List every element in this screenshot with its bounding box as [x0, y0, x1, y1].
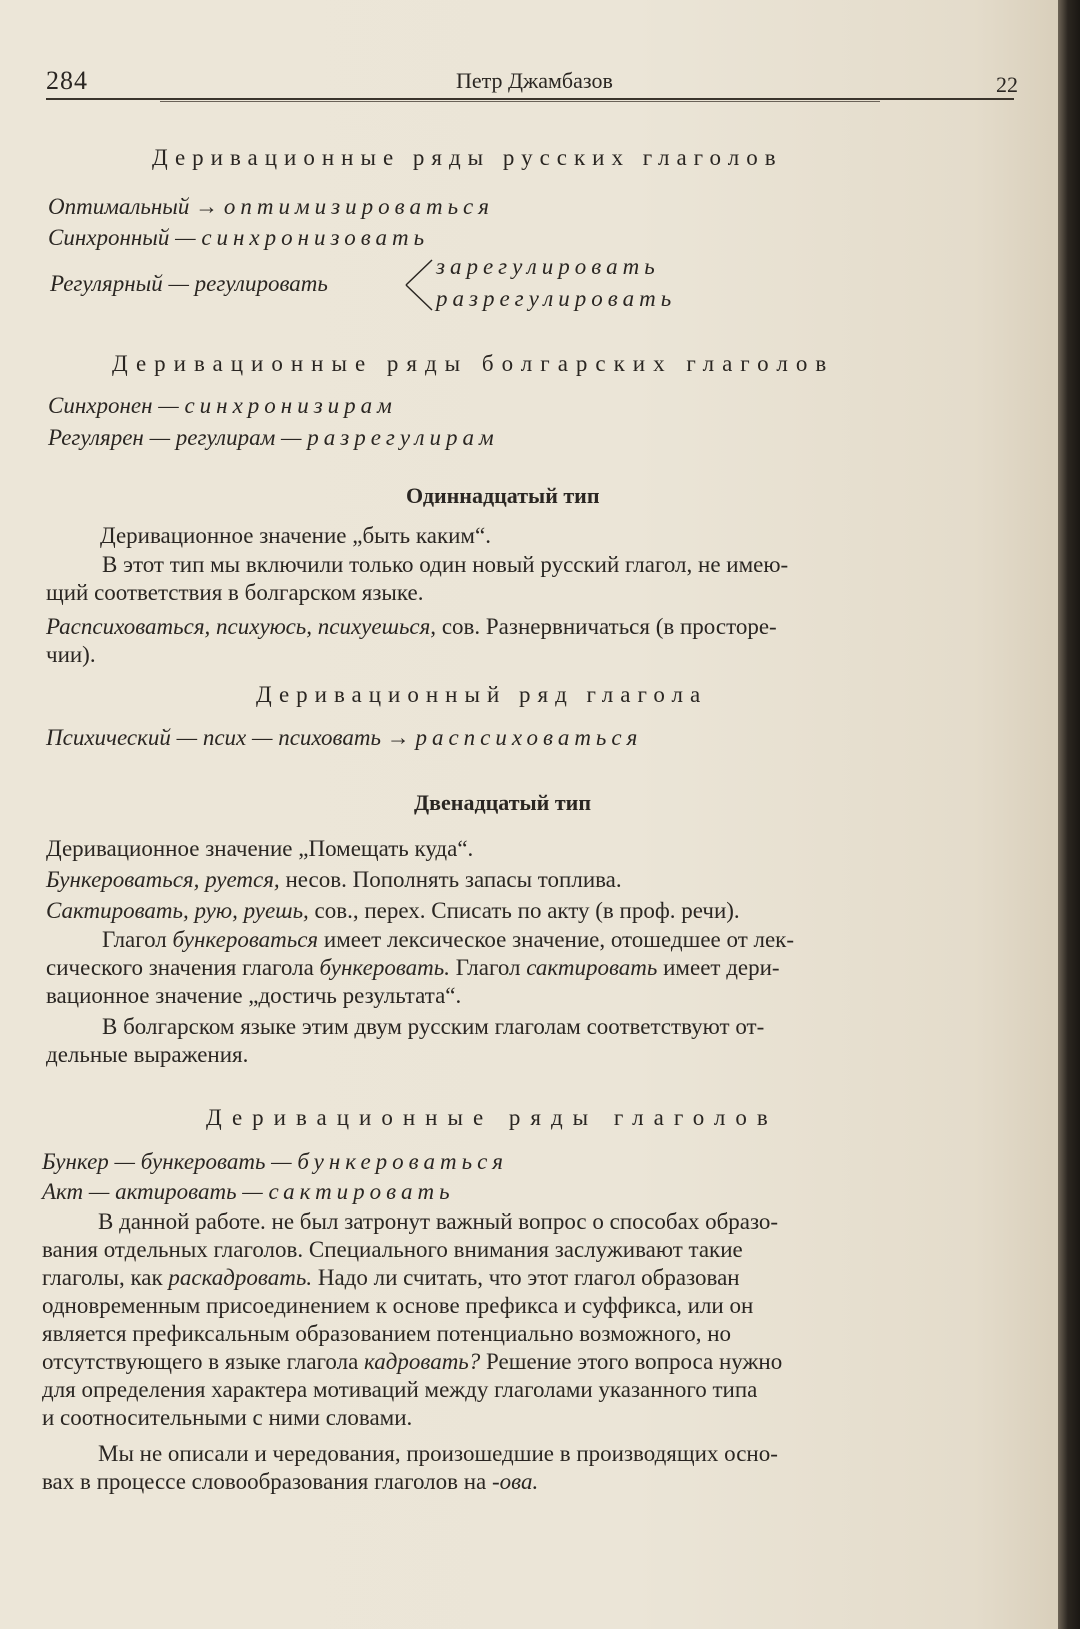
series-target: разрегулирам	[307, 425, 499, 450]
type12-paragraph-2	[46, 866, 622, 894]
text-run: вах в процессе словообразования глаголов на	[42, 1469, 493, 1494]
series-base: Психический — псих — психовать →	[46, 725, 416, 750]
series-base: Бункер — бункеровать —	[42, 1149, 298, 1174]
text-line: одновременным присоединением к основе префикса и суффикса, или он	[42, 1293, 754, 1318]
type11-paragraph-3	[46, 613, 1010, 669]
book-spine	[1058, 0, 1080, 1629]
type11-paragraph-2	[46, 551, 1010, 607]
term-italic: бункероваться	[172, 927, 319, 952]
text-run: несов. Пополнять запасы топлива.	[279, 867, 622, 892]
text-line: В этот тип мы включили только один новый русский глагол, не имею-	[102, 552, 789, 577]
type11-paragraph-1: Деривационное значение „быть каким“.	[100, 523, 491, 548]
type12-paragraph-5	[46, 1013, 1010, 1069]
text-line: является префиксальным образованием потенциально возможного, но	[42, 1321, 732, 1346]
text-line: вационное значение „достичь результата“.	[46, 983, 462, 1008]
type12-series-line-1	[42, 1148, 508, 1176]
text-line: дельные выражения.	[46, 1042, 249, 1067]
russian-series-heading: Деривационные ряды русских глаголов	[152, 145, 783, 170]
type11-series-line	[46, 724, 642, 752]
section-title-type-12: Двенадцатый тип	[414, 790, 592, 815]
type12-paragraph-3	[46, 897, 740, 925]
series-target: синхронизовать	[201, 225, 430, 250]
series-target: синхронизирам	[184, 393, 397, 418]
term-italic: бункеровать.	[319, 955, 450, 980]
closing-paragraph-2	[42, 1440, 1008, 1496]
series-base: Акт — актировать —	[42, 1179, 269, 1204]
branch-lines	[404, 256, 436, 314]
page-number-left: 284	[46, 66, 88, 95]
series-base: Регулярен — регулирам —	[48, 425, 308, 450]
text-line: В болгарском языке этим двум русским глаголам соответствуют от-	[102, 1014, 765, 1039]
bulgarian-series-heading: Деривационные ряды болгарских глаголов	[112, 351, 835, 376]
text-line: для определения характера мотиваций между глаголами указанного типа	[42, 1377, 758, 1402]
text-run: сов., перех. Списать по акту (в проф. речи).	[308, 898, 740, 923]
russian-series-line-1	[48, 193, 494, 221]
term-italic: -ова.	[492, 1469, 539, 1494]
type12-paragraph-4	[46, 926, 1010, 1010]
text-run: имеет дери-	[657, 955, 780, 980]
text-run: глаголы, как	[42, 1265, 169, 1290]
series-target: распсиховаться	[415, 725, 643, 750]
term-italic: сактировать	[526, 955, 658, 980]
text-run: сического значения глагола	[46, 955, 320, 980]
text-line: В данной работе. не был затронут важный вопрос о способах образо-	[98, 1209, 779, 1234]
running-header	[46, 62, 1018, 102]
russian-series-line-3	[50, 270, 328, 298]
branch-lower: разрегулировать	[436, 286, 677, 311]
type12-series-line-2	[42, 1178, 455, 1206]
text-line: вания отдельных глаголов. Специального внимания заслуживают такие	[42, 1237, 743, 1262]
text-run: Глагол	[102, 927, 173, 952]
russian-series-line-2	[48, 224, 429, 252]
section-title-type-11: Одиннадцатый тип	[406, 483, 600, 508]
text-run: имеет лексическое значение, отошедшее от лек-	[318, 927, 795, 952]
series-base: Оптимальный →	[48, 194, 224, 219]
closing-paragraph-1	[42, 1208, 1008, 1432]
series-target: бункероваться	[297, 1149, 508, 1174]
text-line: и соотносительными с ними словами.	[42, 1405, 413, 1430]
type12-series-heading: Деривационные ряды глаголов	[206, 1105, 778, 1130]
text-run: отсутствующего в языке глагола	[42, 1349, 365, 1374]
term-italic: Распсиховаться, психуюсь, психуешься,	[46, 614, 437, 639]
series-target: оптимизироваться	[223, 194, 494, 219]
term-italic: кадровать?	[364, 1349, 481, 1374]
text-run: сов. Разнервничаться (в просторе-	[436, 614, 777, 639]
term-italic: раскадровать.	[168, 1265, 313, 1290]
series-base: Синхронный —	[48, 225, 202, 250]
series-target: сактировать	[268, 1179, 455, 1204]
running-title: Петр Джамбазов	[456, 68, 613, 93]
type12-paragraph-1: Деривационное значение „Помещать куда“.	[46, 836, 474, 861]
series-base: Синхронен —	[48, 393, 185, 418]
text-run: Решение этого вопроса нужно	[480, 1349, 783, 1374]
text-run: Глагол	[449, 955, 527, 980]
text-line: щий соответствия в болгарском языке.	[46, 580, 424, 605]
series-base: Регулярный — регулировать	[50, 271, 328, 296]
branch-upper: зарегулировать	[436, 254, 660, 279]
bulgarian-series-line-2	[48, 424, 499, 452]
header-rule	[46, 98, 1014, 100]
type11-series-heading: Деривационный ряд глагола	[256, 682, 708, 707]
text-run: Надо ли считать, что этот глагол образован	[312, 1265, 740, 1290]
page-number-right: 22	[996, 72, 1018, 97]
text-line: Мы не описали и чередования, произошедшие в производящих осно-	[98, 1441, 778, 1466]
text-line: чии).	[46, 642, 96, 667]
term-italic: Сактировать, рую, руешь,	[46, 898, 309, 923]
header-rule-secondary	[160, 101, 880, 102]
bulgarian-series-line-1	[48, 392, 397, 420]
term-italic: Бункероваться, руется,	[46, 867, 280, 892]
